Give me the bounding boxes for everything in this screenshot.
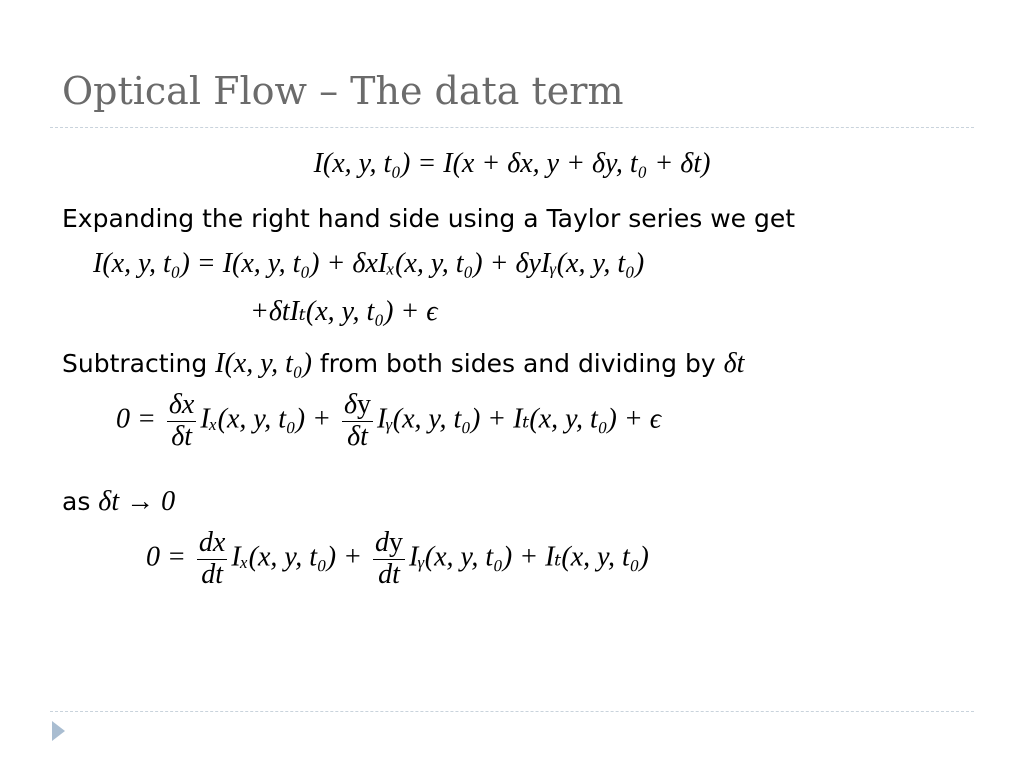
fraction-numerator — [342, 390, 373, 422]
fraction-dx-dt — [197, 528, 227, 591]
limit-text — [62, 488, 175, 516]
subtract-text-math: I(x, y, t₀) — [215, 348, 312, 379]
fraction-dy-dt — [342, 390, 373, 453]
fraction-dx-dt — [167, 390, 196, 453]
equation-final — [146, 528, 649, 591]
fraction-dy-dt — [373, 528, 405, 591]
equation-divided-term-1: Iₓ(x, y, t₀) + — [200, 403, 332, 435]
equation-final-lhs: 0 = — [146, 541, 186, 573]
title-divider — [50, 127, 974, 128]
fraction-numerator — [373, 528, 405, 560]
limit-text-word: as — [62, 487, 99, 516]
fraction-denominator: dt — [378, 558, 400, 590]
subtract-text — [62, 350, 744, 378]
fraction-numerator-var: y — [389, 527, 403, 558]
fraction-denominator: δt — [347, 420, 368, 452]
limit-text-math: δt → 0 — [98, 486, 176, 517]
fraction-numerator-d: d — [375, 527, 389, 558]
subtract-text-after: from both sides and dividing by — [311, 349, 724, 378]
taylor-intro-text: Expanding the right hand side using a Taylor series we get — [62, 204, 796, 233]
fraction-numerator: δx — [168, 389, 195, 420]
equation-divided-lhs: 0 = — [116, 403, 156, 435]
equation-divided-term-2: Iᵧ(x, y, t₀) + Iₜ(x, y, t₀) + ϵ — [377, 403, 662, 435]
fraction-denominator: δt — [171, 420, 193, 452]
subtract-text-before: Subtracting — [62, 349, 216, 378]
equation-final-term-2: Iᵧ(x, y, t₀) + Iₜ(x, y, t₀) — [409, 541, 649, 573]
slide-title: Optical Flow – The data term — [62, 69, 624, 113]
equation-final-term-1: Iₓ(x, y, t₀) + — [231, 541, 362, 573]
equation-brightness-constancy: I(x, y, t₀) = I(x + δx, y + δy, t₀ + δt) — [313, 148, 711, 179]
fraction-denominator: dt — [201, 558, 224, 590]
subtract-text-delta: δt — [723, 348, 745, 379]
equation-taylor-line-1: I(x, y, t₀) = I(x, y, t₀) + δxIₓ(x, y, t₀) + δyIᵧ(x, y, t₀) — [93, 248, 645, 279]
footer-divider — [50, 711, 974, 712]
fraction-numerator-delta: δ — [344, 389, 358, 420]
fraction-numerator-var: y — [357, 389, 372, 420]
play-triangle-icon[interactable] — [52, 721, 65, 741]
fraction-numerator: dx — [198, 527, 226, 558]
equation-divided — [116, 390, 661, 453]
equation-taylor-line-2: +δtIₜ(x, y, t₀) + ϵ — [250, 296, 438, 327]
